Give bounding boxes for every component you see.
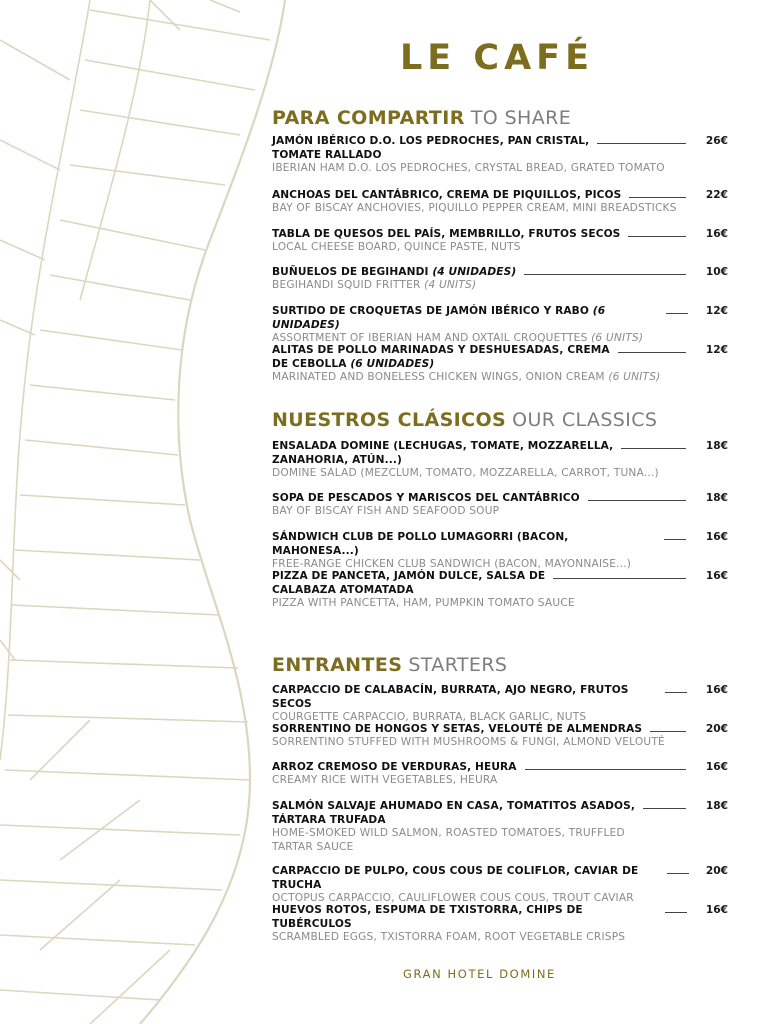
item-name-line1: CARPACCIO DE CALABACÍN, BURRATA, AJO NEGRO, FRUTOS SECOS [272,684,629,710]
item-price: 18€ [705,440,728,452]
item-name-line1: ALITAS DE POLLO MARINADAS Y DESHUESADAS, CREMA [272,344,610,356]
item-name [272,569,545,583]
item-description [272,827,728,841]
section-heading [272,651,732,679]
price-leader-line [650,722,686,732]
item-description-text: PIZZA WITH PANCETTA, HAM, PUMPKIN TOMATO SAUCE [272,597,575,609]
item-price: 26€ [705,135,728,147]
item-name-line2-text: ZANAHORIA, ATÚN...) [272,454,402,466]
item-name-line2-text: DE CEBOLLA [272,358,347,370]
menu-item [272,491,728,519]
item-name [272,530,656,558]
menu-section-3 [272,651,732,943]
item-name-line1: SURTIDO DE CROQUETAS DE JAMÓN IBÉRICO Y RABO [272,305,589,317]
item-quantity-note: (6 UNIDADES) [272,305,606,331]
item-description-note: (6 UNITS) [591,332,644,344]
section-title-spanish: PARA COMPARTIR [272,107,465,129]
item-name-line1: PIZZA DE PANCETA, JAMÓN DULCE, SALSA DE [272,570,546,582]
price-leader-line [553,569,686,579]
item-description-text: BAY OF BISCAY FISH AND SEAFOOD SOUP [272,505,500,517]
item-description [272,241,728,255]
footer-hotel-name: GRAN HOTEL DOMINE [403,967,556,981]
item-description-text: SORRENTINO STUFFED WITH MUSHROOMS & FUNGI, ALMOND VELOUTÉ [272,736,665,748]
section-title-spanish: NUESTROS CLÁSICOS [272,409,507,431]
item-price: 16€ [705,904,728,916]
item-description-note: (4 UNITS) [424,279,477,291]
item-price: 12€ [705,344,728,356]
item-description [272,467,728,481]
item-price: 20€ [705,723,728,735]
price-leader-line [597,134,686,144]
price-leader-line [665,683,687,693]
item-description [272,371,728,385]
menu-item [272,530,728,572]
item-name [272,439,613,453]
item-name-line2 [272,583,728,597]
item-name-line2-text: TÁRTARA TRUFADA [272,814,386,826]
item-description-line2: TARTAR SAUCE [272,840,354,853]
price-leader-line [525,760,686,770]
item-name-line1: SÁNDWICH CLUB DE POLLO LUMAGORRI (BACON, MAHONESA...) [272,531,569,557]
price-leader-line [524,265,686,275]
price-leader-line [667,864,689,874]
menu-item [272,683,728,725]
item-description-text: CREAMY RICE WITH VEGETABLES, HEURA [272,774,498,786]
item-name-line1: TABLA DE QUESOS DEL PAÍS, MEMBRILLO, FRUTOS SECOS [272,228,621,240]
item-price: 16€ [705,570,728,582]
item-description [272,736,728,750]
item-description-text: MARINATED AND BONELESS CHICKEN WINGS, ONION CREAM [272,371,605,383]
item-name [272,903,657,931]
section-title-spanish: ENTRANTES [272,654,403,676]
menu-section-1 [272,104,732,383]
item-description-text: HOME-SMOKED WILD SALMON, ROASTED TOMATOES, TRUFFLED [272,827,625,839]
item-name-line1: SORRENTINO DE HONGOS Y SETAS, VELOUTÉ DE ALMENDRAS [272,723,643,735]
item-name [272,799,635,813]
item-price: 12€ [705,305,728,317]
price-leader-line [621,439,686,449]
price-leader-line [666,304,688,314]
price-leader-line [588,491,686,501]
item-description-text: BAY OF BISCAY ANCHOVIES, PIQUILLO PEPPER CREAM, MINI BREADSTICKS [272,202,677,214]
menu-item [272,304,728,346]
item-description [272,162,728,176]
item-description [272,597,728,611]
menu-item [272,799,728,854]
price-leader-line [643,799,686,809]
item-name [272,343,610,357]
item-description-text: FREE-RANGE CHICKEN CLUB SANDWICH (BACON, MAYONNAISE...) [272,558,632,570]
section-title-english: STARTERS [408,654,508,676]
menu-item [272,343,728,385]
item-name [272,760,517,774]
menu-item [272,265,728,293]
item-name-line1: JAMÓN IBÉRICO D.O. LOS PEDROCHES, PAN CRISTAL, [272,135,590,147]
item-name [272,304,658,332]
item-name-line1: HUEVOS ROTOS, ESPUMA DE TXISTORRA, CHIPS DE TUBÉRCULOS [272,904,583,930]
item-name-line1: ARROZ CREMOSO DE VERDURAS, HEURA [272,761,517,773]
price-leader-line [665,903,687,913]
item-name [272,134,589,148]
menu-item [272,569,728,611]
item-price: 16€ [705,684,728,696]
item-name [272,491,580,505]
item-description [272,505,728,519]
item-description-text: BEGIHANDI SQUID FRITTER [272,279,421,291]
section-heading [272,104,732,132]
item-name-line1: ENSALADA DOMINE (LECHUGAS, TOMATE, MOZZARELLA, [272,440,614,452]
item-description-text: COURGETTE CARPACCIO, BURRATA, BLACK GARLIC, NUTS [272,711,587,723]
item-price: 18€ [705,492,728,504]
price-leader-line [628,227,686,237]
item-name [272,227,620,241]
item-price: 16€ [705,761,728,773]
item-description-text: ASSORTMENT OF IBERIAN HAM AND OXTAIL CROQUETTES [272,332,588,344]
menu-item [272,760,728,788]
item-name-line1: ANCHOAS DEL CANTÁBRICO, CREMA DE PIQUILLOS, PICOS [272,189,622,201]
item-name-line2 [272,813,728,827]
menu-item [272,439,728,481]
menu-section-2 [272,406,732,609]
item-description-text: DOMINE SALAD (MEZCLUM, TOMATO, MOZZARELLA, CARROT, TUNA...) [272,467,659,479]
item-description-text: OCTOPUS CARPACCIO, CAULIFLOWER COUS COUS, TROUT CAVIAR [272,892,634,904]
item-price: 22€ [705,189,728,201]
item-name-line2 [272,148,728,162]
menu-item [272,188,728,216]
price-leader-line [664,530,686,540]
item-price: 16€ [705,531,728,543]
item-name-line1: BUÑUELOS DE BEGIHANDI [272,266,429,278]
item-name-line1: SALMÓN SALVAJE AHUMADO EN CASA, TOMATITOS ASADOS, [272,800,635,812]
item-description-text: IBERIAN HAM D.O. LOS PEDROCHES, CRYSTAL BREAD, GRATED TOMATO [272,162,665,174]
section-title-english: TO SHARE [470,107,572,129]
price-leader-line [618,343,686,353]
menu-title: LE CAFÉ [400,38,594,78]
section-heading [272,406,732,434]
item-description [272,931,728,945]
item-price: 20€ [705,865,728,877]
item-name-line1: SOPA DE PESCADOS Y MARISCOS DEL CANTÁBRICO [272,492,580,504]
item-description [272,202,728,216]
item-quantity-note: (6 UNIDADES) [350,358,435,370]
item-description-text: SCRAMBLED EGGS, TXISTORRA FOAM, ROOT VEGETABLE CRISPS [272,931,626,943]
decorative-leaf-illustration [0,0,300,1024]
item-name [272,188,621,202]
item-description-note: (6 UNITS) [608,371,661,383]
price-leader-line [629,188,686,198]
item-price: 10€ [705,266,728,278]
menu-item [272,134,728,176]
section-title-english: OUR CLASSICS [512,409,658,431]
item-price: 18€ [705,800,728,812]
item-description [272,774,728,788]
item-name-line2 [272,357,728,371]
item-name-line2 [272,453,728,467]
menu-item [272,722,728,750]
item-name [272,864,659,892]
item-name [272,683,657,711]
item-name [272,722,642,736]
item-price: 16€ [705,228,728,240]
item-name-line2-text: CALABAZA ATOMATADA [272,584,414,596]
item-name [272,265,516,279]
item-description [272,279,728,293]
menu-item [272,227,728,255]
item-name-line1: CARPACCIO DE PULPO, COUS COUS DE COLIFLOR, CAVIAR DE TRUCHA [272,865,639,891]
item-quantity-note: (4 UNIDADES) [432,266,517,278]
item-name-line2-text: TOMATE RALLADO [272,149,382,161]
item-description-text: LOCAL CHEESE BOARD, QUINCE PASTE, NUTS [272,241,521,253]
menu-item [272,903,728,945]
menu-item [272,864,728,906]
